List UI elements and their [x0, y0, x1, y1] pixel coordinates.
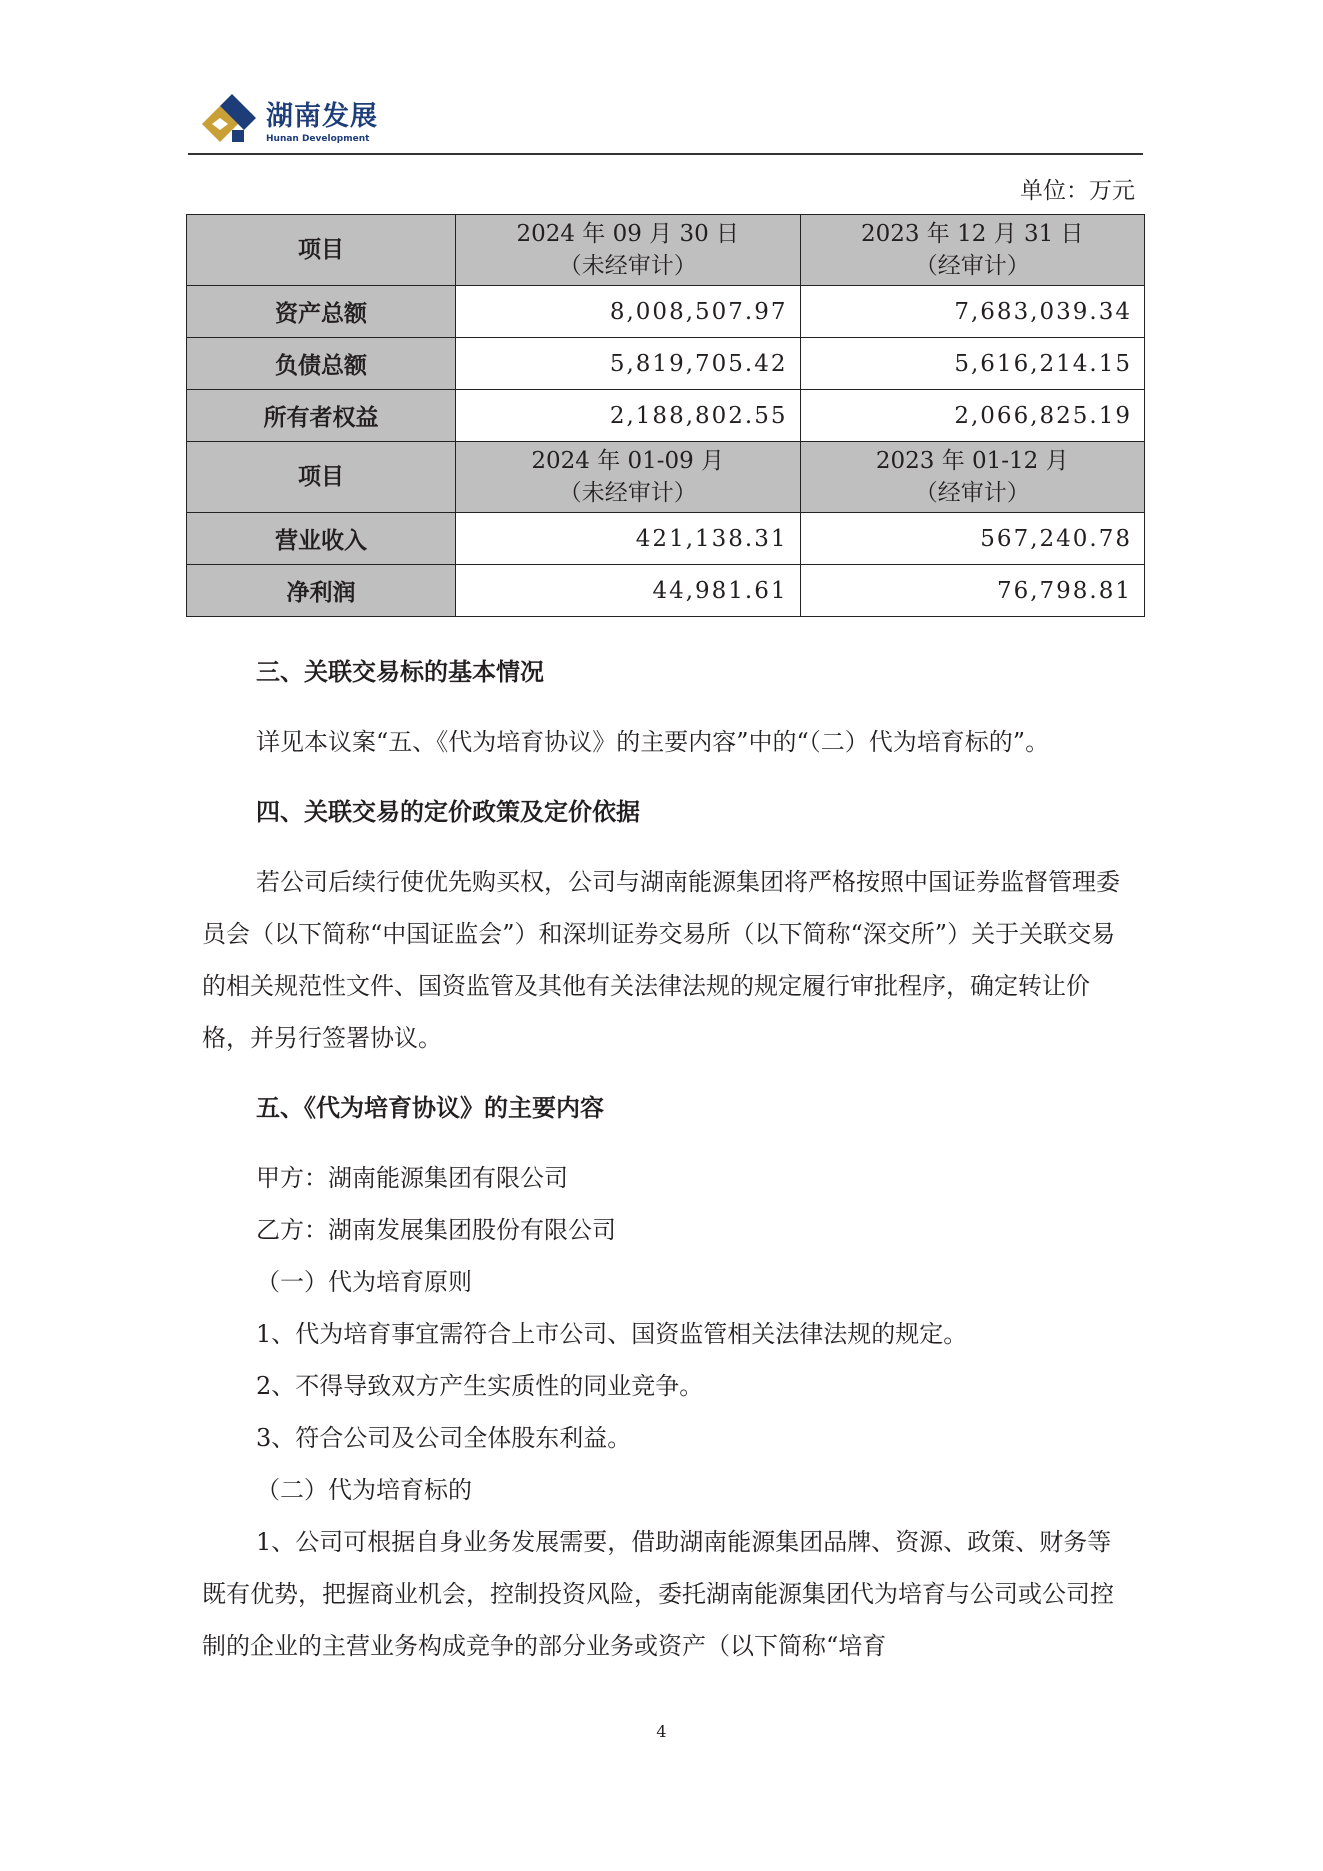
cell-value: 7,683,039.34 — [800, 286, 1145, 338]
header-audit-status: （未经审计） — [558, 480, 697, 506]
cell-value: 567,240.78 — [800, 513, 1145, 565]
table-row — [187, 565, 1145, 617]
header-date: 2023 年 12 月 31 日 — [860, 221, 1084, 247]
row-label: 所有者权益 — [187, 390, 456, 442]
header-divider — [188, 153, 1143, 155]
section-heading-5: 五、《代为培育协议》的主要内容 — [256, 1094, 604, 1122]
cell-value: 8,008,507.97 — [456, 286, 801, 338]
brand — [266, 102, 378, 144]
brand-name-en: Hunan Development — [266, 134, 370, 144]
row-label: 营业收入 — [187, 513, 456, 565]
list-item: 2、不得导致双方产生实质性的同业竞争。 — [256, 1372, 704, 1400]
table-row — [187, 286, 1145, 338]
column-header-item: 项目 — [187, 442, 456, 513]
row-label: 资产总额 — [187, 286, 456, 338]
cell-value: 2,188,802.55 — [456, 390, 801, 442]
table-header-row — [187, 442, 1145, 513]
column-header-period2 — [800, 215, 1145, 286]
paragraph: 若公司后续行使优先购买权，公司与湖南能源集团将严格按照中国证券监督管理委员会（以下简称“中国证监会”）和深圳证券交易所（以下简称“深交所”）关于关联交易的相关规范性文件、国资监管及其他有关法律法规的规定履行审批程序，确定转让价格，并另行签署协议。 — [202, 868, 1120, 1052]
column-header-period1 — [456, 215, 801, 286]
column-header-period2 — [800, 442, 1145, 513]
page-header — [188, 80, 1143, 152]
section-heading-4: 四、关联交易的定价政策及定价依据 — [256, 798, 640, 826]
brand-name-cn: 湖南发展 — [266, 101, 378, 132]
list-item: 3、符合公司及公司全体股东利益。 — [256, 1424, 632, 1452]
cell-value: 76,798.81 — [800, 565, 1145, 617]
subheading: （二）代为培育标的 — [256, 1476, 472, 1504]
section-heading-3: 三、关联交易标的基本情况 — [256, 658, 544, 686]
list-item: 1、代为培育事宜需符合上市公司、国资监管相关法律法规的规定。 — [256, 1320, 968, 1348]
header-date: 2024 年 09 月 30 日 — [516, 221, 740, 247]
table-row — [187, 338, 1145, 390]
cell-value: 2,066,825.19 — [800, 390, 1145, 442]
subheading: （一）代为培育原则 — [256, 1268, 472, 1296]
header-audit-status: （经审计） — [914, 480, 1030, 506]
header-date: 2024 年 01-09 月 — [531, 448, 725, 474]
table-row — [187, 390, 1145, 442]
table-header-row — [187, 215, 1145, 286]
table-row — [187, 513, 1145, 565]
party-b: 乙方：湖南发展集团股份有限公司 — [256, 1216, 616, 1244]
paragraph: 1、公司可根据自身业务发展需要，借助湖南能源集团品牌、资源、政策、财务等既有优势，把握商业机会，控制投资风险，委托湖南能源集团代为培育与公司或公司控制的企业的主营业务构成竞争的部分业务或资产（以下简称“培育 — [202, 1528, 1114, 1660]
row-label: 净利润 — [187, 565, 456, 617]
paragraph: 详见本议案“五、《代为培育协议》的主要内容”中的“（二）代为培育标的”。 — [256, 728, 1050, 756]
page-number: 4 — [656, 1722, 667, 1741]
document-body — [202, 646, 1132, 1672]
party-a: 甲方：湖南能源集团有限公司 — [256, 1164, 568, 1192]
hunan-development-logo-icon — [198, 94, 258, 150]
unit-label: 单位：万元 — [1020, 178, 1135, 204]
cell-value: 5,616,214.15 — [800, 338, 1145, 390]
header-date: 2023 年 01-12 月 — [875, 448, 1069, 474]
cell-value: 44,981.61 — [456, 565, 801, 617]
cell-value: 5,819,705.42 — [456, 338, 801, 390]
financial-summary-table — [186, 214, 1145, 617]
header-audit-status: （未经审计） — [558, 253, 697, 279]
column-header-item: 项目 — [187, 215, 456, 286]
column-header-period1 — [456, 442, 801, 513]
row-label: 负债总额 — [187, 338, 456, 390]
cell-value: 421,138.31 — [456, 513, 801, 565]
header-audit-status: （经审计） — [914, 253, 1030, 279]
